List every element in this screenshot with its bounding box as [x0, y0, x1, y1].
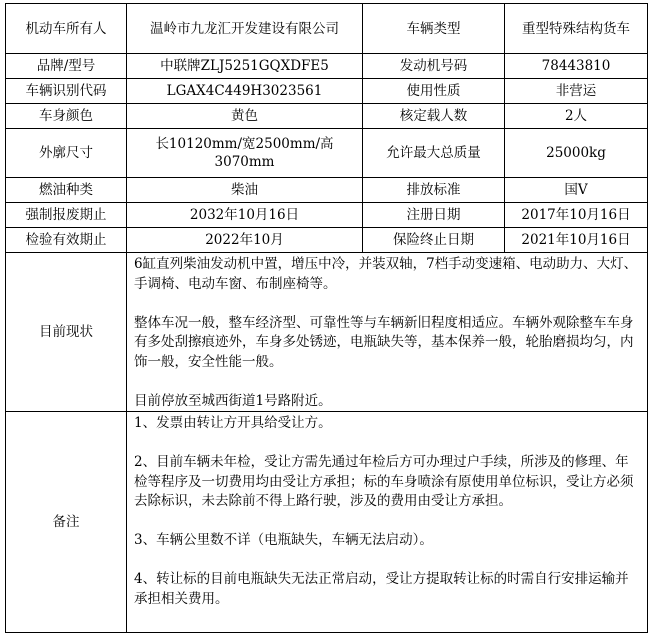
max-mass-value: 25000kg — [505, 129, 648, 178]
table-row — [6, 203, 648, 228]
table-row — [6, 228, 648, 253]
brand-model-value: 中联牌ZLJ5251GQXDFE5 — [127, 54, 363, 79]
body-color-label: 车身颜色 — [6, 104, 127, 129]
status-label: 目前现状 — [6, 253, 127, 412]
scrap-date-value: 2032年10月16日 — [127, 203, 363, 228]
table-row — [6, 104, 648, 129]
vin-value: LGAX4C449H3023561 — [127, 79, 363, 104]
dimensions-label: 外廓尺寸 — [6, 129, 127, 178]
register-date-value: 2017年10月16日 — [505, 203, 648, 228]
seats-label: 核定载人数 — [363, 104, 505, 129]
table-row — [6, 129, 648, 178]
vehicle-info-table — [5, 3, 648, 633]
inspection-date-label: 检验有效期止 — [6, 228, 127, 253]
brand-model-label: 品牌/型号 — [6, 54, 127, 79]
owner-value: 温岭市九龙汇开发建设有限公司 — [127, 4, 363, 54]
fuel-type-value: 柴油 — [127, 178, 363, 203]
seats-value: 2人 — [505, 104, 648, 129]
emission-value: 国V — [505, 178, 648, 203]
status-paragraph-1: 6缸直列柴油发动机中置，增压中冷，并装双轴，7档手动变速箱、电动助力、大灯、手调椅、电动车窗、布制座椅等。 — [134, 256, 638, 292]
table-row — [6, 79, 648, 104]
usage-label: 使用性质 — [363, 79, 505, 104]
insurance-date-value: 2021年10月16日 — [505, 228, 648, 253]
remarks-paragraph-2: 2、目前车辆未年检，受让方需先通过年检后方可办理过户手续，所涉及的修理、年检等程序及一切费用均由受让方承担；标的车身喷涂有原使用单位标识，受让方必须去除标识，未去除前不得上路行驶，涉及的费用由受让方承担。 — [134, 454, 634, 509]
usage-value: 非营运 — [505, 79, 648, 104]
remarks-paragraph-3: 3、车辆公里数不详（电瓶缺失，车辆无法启动）。 — [134, 532, 433, 548]
remarks-paragraph-4: 4、转让标的目前电瓶缺失无法正常启动，受让方提取转让标的时需自行安排运输并承担相关费用。 — [134, 571, 629, 607]
register-date-label: 注册日期 — [363, 203, 505, 228]
vehicle-type-value: 重型特殊结构货车 — [505, 4, 648, 54]
status-paragraph-2: 整体车况一般，整车经济型、可靠性等与车辆新旧程度相适应。车辆外观除整车车身有多处刮擦痕迹外，车身多处锈迹，电瓶缺失等，基本保养一般，轮胎磨损均匀，内饰一般，安全性能一般。 — [134, 314, 634, 370]
table-row — [6, 412, 648, 633]
remarks-label: 备注 — [6, 412, 127, 633]
table-row — [6, 4, 648, 54]
table-row — [6, 253, 648, 412]
table-row — [6, 54, 648, 79]
engine-number-value: 78443810 — [505, 54, 648, 79]
remarks-content — [127, 412, 648, 633]
engine-number-label: 发动机号码 — [363, 54, 505, 79]
dimensions-value: 长10120mm/宽2500mm/高3070mm — [127, 129, 363, 178]
vin-label: 车辆识别代码 — [6, 79, 127, 104]
body-color-value: 黄色 — [127, 104, 363, 129]
table-row — [6, 178, 648, 203]
status-paragraph-3: 目前停放至城西街道1号路附近。 — [134, 392, 332, 409]
emission-label: 排放标准 — [363, 178, 505, 203]
vehicle-type-label: 车辆类型 — [363, 4, 505, 54]
insurance-date-label: 保险终止日期 — [363, 228, 505, 253]
fuel-type-label: 燃油种类 — [6, 178, 127, 203]
inspection-date-value: 2022年10月 — [127, 228, 363, 253]
remarks-paragraph-1: 1、发票由转让方开具给受让方。 — [134, 415, 332, 431]
scrap-date-label: 强制报废期止 — [6, 203, 127, 228]
status-content — [127, 253, 648, 412]
max-mass-label: 允许最大总质量 — [363, 129, 505, 178]
owner-label: 机动车所有人 — [6, 4, 127, 54]
